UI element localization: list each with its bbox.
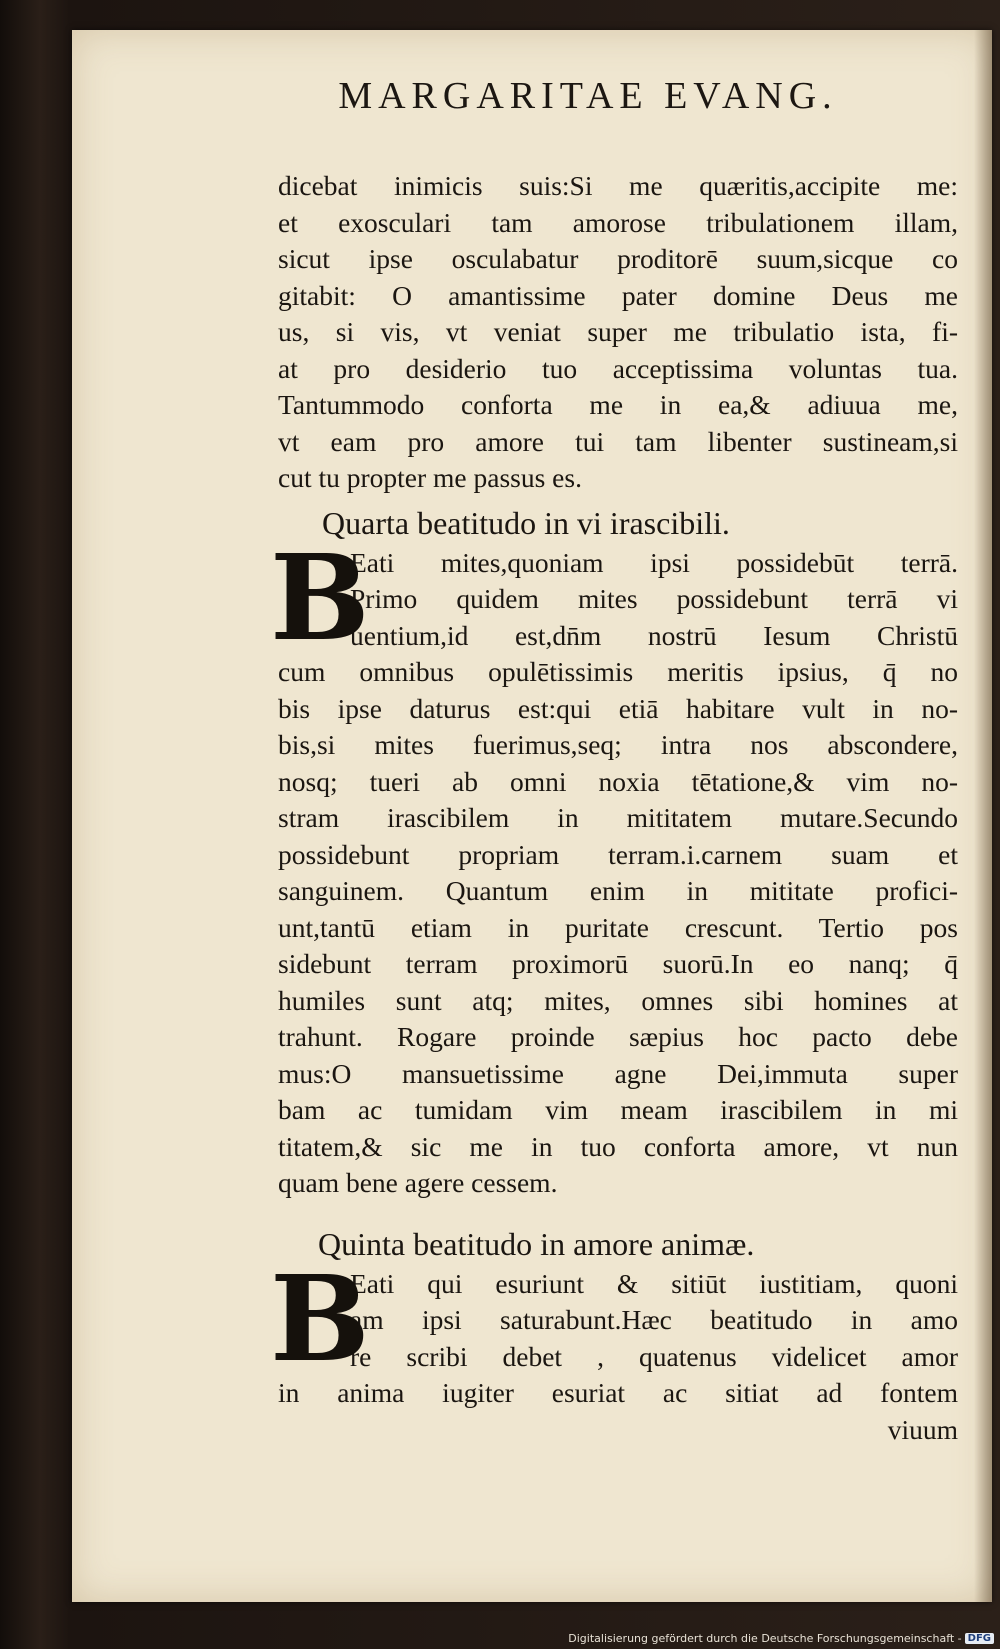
text-line: titatem,& sic me in tuo conforta amore, vt nun bbox=[278, 1130, 958, 1162]
text-line: uentium,id est,dn̄m nostrū Iesum Christū bbox=[350, 619, 958, 651]
text-line: sidebunt terram proximorū suorū.In eo nanq; q̄ bbox=[278, 948, 958, 979]
page-edge-shadow bbox=[974, 30, 992, 1602]
paragraph-2 bbox=[270, 527, 958, 1202]
text-line: dicebat inimicis suis:Si me quæritis,accipite me: bbox=[278, 170, 958, 201]
paragraph-3 bbox=[270, 1248, 958, 1449]
text-line: Primo quidem mites possidebunt terrā vi bbox=[350, 583, 958, 614]
text-line: cut tu propter me passus es. bbox=[278, 462, 582, 493]
paragraph-1 bbox=[278, 168, 958, 497]
text-line: us, si vis, vt veniat super me tribulatio ista, fi- bbox=[278, 316, 958, 347]
section-heading-quarta: Quarta beatitudo in vi irascibili. bbox=[322, 504, 730, 541]
page-text bbox=[270, 168, 958, 1448]
text-line: bis,si mites fuerimus,seq; intra nos abscondere, bbox=[278, 729, 958, 760]
drop-cap: B bbox=[270, 527, 370, 667]
text-line: cum omnibus opulētissimis meritis ipsius, q̄ no bbox=[278, 656, 958, 687]
text-line: Eati mites,quoniam ipsi possidebūt terrā. bbox=[350, 546, 958, 578]
text-line: gitabit: O amantissime pater domine Deus me bbox=[278, 279, 958, 311]
text-line: Tantummodo conforta me in ea,& adiuua me, bbox=[278, 389, 958, 420]
drop-cap: B bbox=[270, 1248, 370, 1388]
text-line: vt eam pro amore tui tam libenter sustineam,si bbox=[278, 425, 958, 457]
dfg-logo: DFG bbox=[965, 1633, 994, 1644]
credit-text: Digitalisierung gefördert durch die Deutsche Forschungsgemeinschaft - bbox=[568, 1632, 962, 1645]
text-line: re scribi debet , quatenus videlicet amor bbox=[350, 1340, 958, 1372]
text-line: in anima iugiter esuriat ac sitiat ad fontem bbox=[278, 1377, 958, 1408]
text-line: Eati qui esuriunt & sitiūt iustitiam, quoni bbox=[350, 1267, 958, 1299]
text-line: possidebunt propriam terram.i.carnem suam et bbox=[278, 838, 958, 870]
text-line: quam bene agere cessem. bbox=[278, 1167, 558, 1198]
text-line: et exosculari tam amorose tribulationem illam, bbox=[278, 206, 958, 238]
text-line: sanguinem. Quantum enim in mititate profici- bbox=[278, 875, 958, 906]
text-line: trahunt. Rogare proinde sæpius hoc pacto debe bbox=[278, 1021, 958, 1052]
text-line: at pro desiderio tuo acceptissima voluntas tua. bbox=[278, 352, 958, 384]
text-line: unt,tantū etiam in puritate crescunt. Tertio pos bbox=[278, 911, 958, 943]
text-line: stram irascibilem in mititatem mutare.Secundo bbox=[278, 802, 958, 833]
text-line: sicut ipse osculabatur proditorē suum,sicque co bbox=[278, 243, 958, 274]
digitization-credit bbox=[568, 1632, 994, 1645]
text-line: humiles sunt atq; mites, omnes sibi homines at bbox=[278, 984, 958, 1016]
text-line: bam ac tumidam vim meam irascibilem in mi bbox=[278, 1094, 958, 1125]
section-heading-quinta: Quinta beatitudo in amore animæ. bbox=[318, 1225, 755, 1262]
text-line: mus:O mansuetissime agne Dei,immuta super bbox=[278, 1057, 958, 1089]
text-line: bis ipse daturus est:qui etiā habitare vult in no- bbox=[278, 692, 958, 724]
text-line: nosq; tueri ab omni noxia tētatione,& vim no- bbox=[278, 765, 958, 797]
catchword: viuum bbox=[887, 1413, 958, 1445]
text-line: am ipsi saturabunt.Hæc beatitudo in amo bbox=[350, 1304, 958, 1335]
running-title: MARGARITAE EVANG. bbox=[338, 75, 838, 117]
